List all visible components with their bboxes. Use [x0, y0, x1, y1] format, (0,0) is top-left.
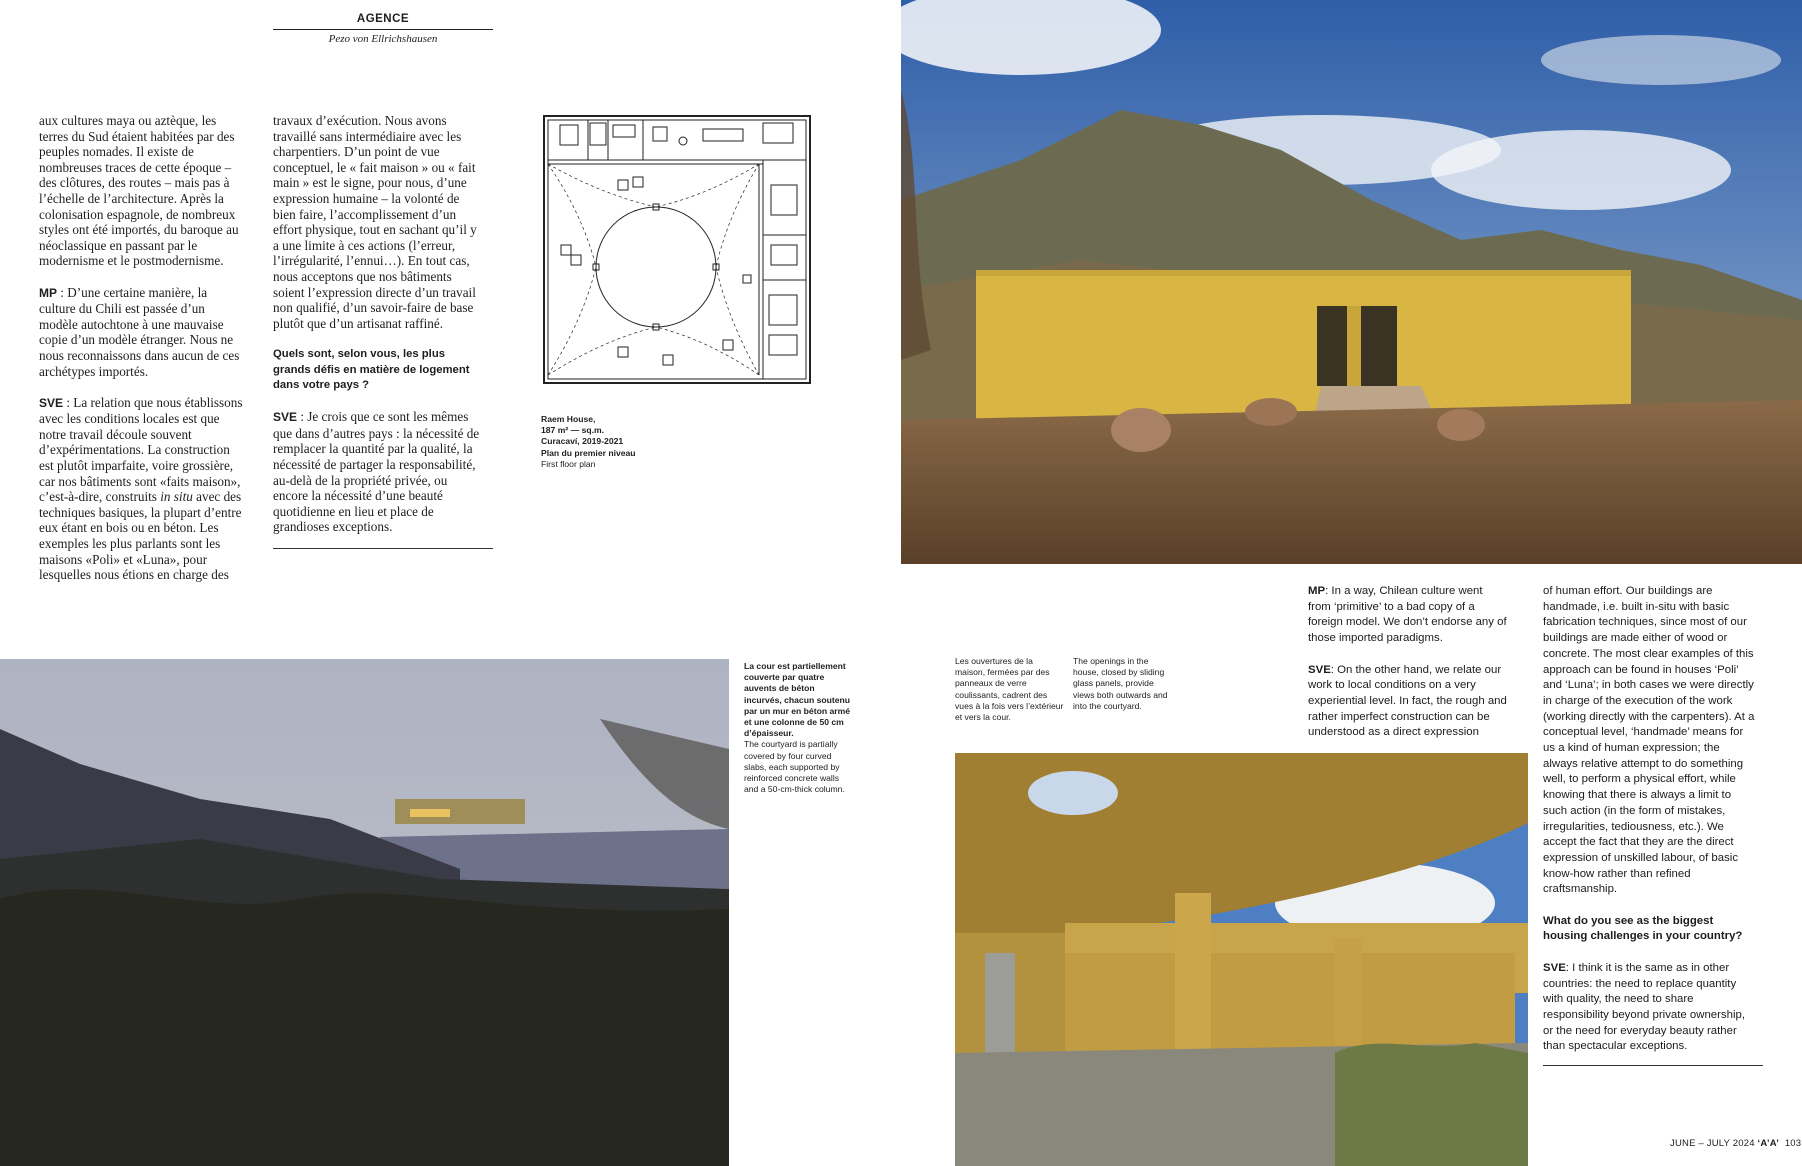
header-rule [273, 29, 493, 30]
speaker-sve: SVE [273, 410, 298, 425]
plan-caption-fr: Plan du premier niveau [541, 447, 636, 458]
speaker-mp: MP [1308, 585, 1326, 597]
floor-plan [543, 115, 811, 385]
plan-caption-place: Curacaví, 2019-2021 [541, 436, 624, 447]
fr-col2-question: Quels sont, selon vous, les plus grands défis en matière de logement dans votre pays ? [273, 347, 470, 392]
fr-column-1 [39, 113, 244, 598]
fr-column-2 [273, 113, 485, 551]
fr-col2-paragraph-3-text: : Je crois que ce sont les mêmes que dans d’autres pays : la nécessité de remplacer la quantité par la qualité, la nécessité de partager la responsabilité, au-delà de la propriété privée, ou encore la nécessité d’une beauté quotidienne en lieu et place de grandioses exceptions. [273, 409, 480, 535]
plan-caption [541, 414, 661, 470]
en-col2-paragraph-3 [1543, 961, 1755, 1055]
folio-page-number: 103 [1784, 1138, 1802, 1149]
photo-yellow-house-image [901, 0, 1802, 564]
page-folio [1670, 1138, 1801, 1149]
column-end-rule [273, 548, 493, 549]
fr-col1-paragraph-1: aux cultures maya ou aztèque, les terres du Sud étaient habitées par des peuples nomades. Il existe de nombreuses traces de cette époque – des clôtures, des routes – mais pas à l’échelle de l’architecture. Après la colonisation espagnole, de nombreux styles ont été importés, du baroque au néoclassique en passant par le modernisme et le postmodernisme. [39, 113, 239, 269]
plan-caption-area: 187 m² — sq.m. [541, 425, 605, 436]
fr-col1-paragraph-3 [39, 395, 244, 583]
fr-col2-paragraph-3 [273, 409, 485, 535]
section-title: AGENCE [356, 13, 410, 25]
photo-dusk-landscape [0, 659, 729, 1166]
courtyard-caption-fr: La cour est partiellement couverte par quatre auvents de béton incurvés, chacun soutenu par un mur en béton armé et une colonne de 50 cm d’épaisseur. [744, 661, 851, 739]
fr-col2-paragraph-1: travaux d’exécution. Nous avons travaillé sans intermédiaire avec les charpentiers. D’un point de vue conceptuel, le « fait maison » ou « fait main » est le signe, pour nous, d’une expression humaine – la volonté de bien faire, l’accomplissement d’un effort physique, tout en sachant qu’il y a une limite à ces actions (l’erreur, l’irrégularité, l’ennui…). En tout cas, nous acceptons que nos bâtiments soient l’expression directe d’un travail non qualifié, d’un savoir-faire de base plutôt que d’un artisanat raffiné. [273, 113, 477, 331]
en-column-end-rule [1543, 1065, 1763, 1066]
fr-col1-paragraph-3-text-b: avec des techniques basiques, la plupart d’entre eux étant en bois ou en béton. Les exemples les plus parlants sont les maisons «Poli» et «Luna», pour lesquelles nous étions en charge des [39, 489, 242, 583]
photo-courtyard-image [955, 753, 1528, 1166]
en-col1-paragraph-2-text: : On the other hand, we relate our work to local conditions on a very experiential level. In fact, the rough and rather imperfect construction can be understood as a direct expression [1308, 663, 1507, 739]
en-col2-question [1543, 914, 1755, 945]
openings-caption-en: The openings in the house, closed by sliding glass panels, provide views both outwards and into the courtyard. [1073, 656, 1168, 711]
en-col2-paragraph-1: of human effort. Our buildings are handmade, i.e. built in-situ with basic fabrication techniques, since most of our buildings are made either of wood or concrete. The most clear examples of this approach can be found in houses ‘Poli’ and ‘Luna’; in both cases we were directly in charge of the execution of the work (working directly with the carpenters). At a conceptual level, ‘handmade’ means for us a kind of human expression; the always relative attempt to do something well, to perform a physical effort, while knowing that there is always a limit to such action (in the form of mistakes, irregularities, tediousness, etc.). We accept the fact that they are the direct expression of unskilled labour, of basic know-how rather than refined craftsmanship. [1543, 585, 1755, 896]
fr-col1-paragraph-2 [39, 285, 244, 380]
courtyard-caption-en: The courtyard is partially covered by four curved slabs, each supported by reinforced concrete walls and a 50-cm-thick column. [744, 739, 845, 795]
fr-col1-paragraph-2-text: : D’une certaine manière, la culture du Chili est passée d’un modèle autochtone à une mauvaise copie d’un modèle étranger. Nous ne nous reconnaissons dans aucun de ces archétypes importés. [39, 284, 240, 379]
photo-courtyard [955, 753, 1528, 1166]
speaker-sve: SVE [39, 395, 64, 410]
en-col2-paragraph-3-text: : I think it is the same as in other countries: the need to replace quantity with quality, the need to share responsibility beyond private ownership, or the need for everyday beauty rather than spectacular exceptions. [1543, 961, 1745, 1053]
photo-yellow-house-exterior [901, 0, 1802, 564]
en-col1-paragraph-1-text: : In a way, Chilean culture went from ‘primitive’ to a bad copy of a foreign model. We don’t endorse any of those imported paradigms. [1308, 585, 1507, 645]
speaker-sve: SVE [1543, 961, 1566, 974]
section-subtitle: Pezo von Ellrichshausen [328, 33, 438, 45]
en-column-1 [1308, 584, 1508, 757]
fr-col1-italic: in situ [160, 489, 193, 505]
en-col2-question-text: What do you see as the biggest housing challenges in your country? [1543, 914, 1743, 943]
openings-caption-fr: Les ouvertures de la maison, fermées par des panneaux de verre coulissants, cadrent des vues à la fois vers l’extérieur et vers la cour. [955, 656, 1064, 723]
plan-caption-en: First floor plan [541, 458, 596, 469]
en-col1-paragraph-1 [1308, 584, 1508, 647]
photo-dusk-landscape-image [0, 659, 729, 1166]
en-col1-paragraph-2 [1308, 663, 1508, 742]
floor-plan-drawing [543, 115, 811, 385]
plan-caption-name: Raem House, [541, 414, 596, 424]
courtyard-caption [744, 661, 854, 795]
en-column-2 [1543, 584, 1755, 1071]
speaker-sve: SVE [1308, 663, 1331, 676]
folio-magazine: ‘A’A’ [1757, 1138, 1780, 1149]
speaker-mp: MP [39, 285, 57, 300]
folio-date: JUNE – JULY 2024 [1670, 1138, 1755, 1149]
fr-col1-paragraph-3-text-a: : La relation que nous établissons avec les conditions locales est que notre travail découle souvent d’expérimentations. La construction est plutôt imparfaite, voire grossière, car nos bâtiments sont «faits maison», c’est-à-dire, construits [39, 394, 243, 505]
